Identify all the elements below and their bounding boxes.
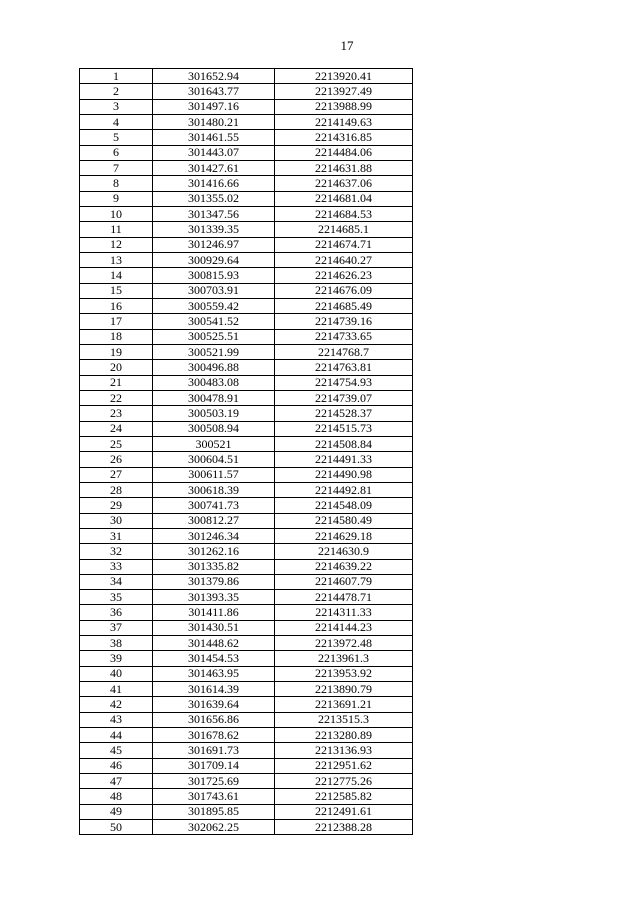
point-number-cell: 15 <box>80 283 153 298</box>
y-coordinate-cell: 2214639.22 <box>275 559 413 574</box>
x-coordinate-cell: 301614.39 <box>153 682 275 697</box>
y-coordinate-cell: 2212775.26 <box>275 774 413 789</box>
x-coordinate-cell: 301448.62 <box>153 636 275 651</box>
x-coordinate-cell: 301895.85 <box>153 804 275 819</box>
point-number-cell: 47 <box>80 774 153 789</box>
point-number-cell: 34 <box>80 574 153 589</box>
y-coordinate-cell: 2214754.93 <box>275 375 413 390</box>
point-number-cell: 16 <box>80 298 153 313</box>
point-number-cell: 6 <box>80 145 153 160</box>
x-coordinate-cell: 301497.16 <box>153 99 275 114</box>
table-row <box>80 682 413 697</box>
y-coordinate-cell: 2214580.49 <box>275 513 413 528</box>
coordinates-table-body <box>80 69 413 835</box>
x-coordinate-cell: 301246.97 <box>153 237 275 252</box>
point-number-cell: 8 <box>80 176 153 191</box>
y-coordinate-cell: 2214515.73 <box>275 421 413 436</box>
table-row <box>80 283 413 298</box>
point-number-cell: 3 <box>80 99 153 114</box>
table-row <box>80 268 413 283</box>
x-coordinate-cell: 300541.52 <box>153 314 275 329</box>
x-coordinate-cell: 300741.73 <box>153 498 275 513</box>
x-coordinate-cell: 301709.14 <box>153 758 275 773</box>
x-coordinate-cell: 300483.08 <box>153 375 275 390</box>
x-coordinate-cell: 300496.88 <box>153 360 275 375</box>
point-number-cell: 33 <box>80 559 153 574</box>
y-coordinate-cell: 2214763.81 <box>275 360 413 375</box>
table-row <box>80 467 413 482</box>
y-coordinate-cell: 2214630.9 <box>275 544 413 559</box>
point-number-cell: 13 <box>80 252 153 267</box>
table-row <box>80 482 413 497</box>
point-number-cell: 26 <box>80 452 153 467</box>
table-row <box>80 820 413 835</box>
table-row <box>80 559 413 574</box>
x-coordinate-cell: 301678.62 <box>153 728 275 743</box>
y-coordinate-cell: 2213890.79 <box>275 682 413 697</box>
x-coordinate-cell: 301430.51 <box>153 620 275 635</box>
table-row <box>80 222 413 237</box>
x-coordinate-cell: 301454.53 <box>153 651 275 666</box>
y-coordinate-cell: 2214681.04 <box>275 191 413 206</box>
point-number-cell: 11 <box>80 222 153 237</box>
y-coordinate-cell: 2214491.33 <box>275 452 413 467</box>
x-coordinate-cell: 301246.34 <box>153 528 275 543</box>
point-number-cell: 48 <box>80 789 153 804</box>
x-coordinate-cell: 301355.02 <box>153 191 275 206</box>
table-row <box>80 436 413 451</box>
table-row <box>80 651 413 666</box>
x-coordinate-cell: 301443.07 <box>153 145 275 160</box>
table-row <box>80 252 413 267</box>
y-coordinate-cell: 2214629.18 <box>275 528 413 543</box>
x-coordinate-cell: 302062.25 <box>153 820 275 835</box>
point-number-cell: 45 <box>80 743 153 758</box>
point-number-cell: 43 <box>80 712 153 727</box>
x-coordinate-cell: 301335.82 <box>153 559 275 574</box>
x-coordinate-cell: 301463.95 <box>153 666 275 681</box>
table-row <box>80 666 413 681</box>
x-coordinate-cell: 301691.73 <box>153 743 275 758</box>
y-coordinate-cell: 2212585.82 <box>275 789 413 804</box>
table-row <box>80 421 413 436</box>
point-number-cell: 42 <box>80 697 153 712</box>
table-row <box>80 452 413 467</box>
table-row <box>80 406 413 421</box>
x-coordinate-cell: 300812.27 <box>153 513 275 528</box>
table-row <box>80 160 413 175</box>
page-number: 17 <box>340 38 354 53</box>
x-coordinate-cell: 301427.61 <box>153 160 275 175</box>
y-coordinate-cell: 2214684.53 <box>275 206 413 221</box>
x-coordinate-cell: 300559.42 <box>153 298 275 313</box>
y-coordinate-cell: 2213961.3 <box>275 651 413 666</box>
point-number-cell: 41 <box>80 682 153 697</box>
x-coordinate-cell: 300508.94 <box>153 421 275 436</box>
table-row <box>80 528 413 543</box>
table-row <box>80 697 413 712</box>
x-coordinate-cell: 301411.86 <box>153 605 275 620</box>
table-row <box>80 314 413 329</box>
table-row <box>80 145 413 160</box>
x-coordinate-cell: 300478.91 <box>153 390 275 405</box>
y-coordinate-cell: 2212951.62 <box>275 758 413 773</box>
point-number-cell: 50 <box>80 820 153 835</box>
point-number-cell: 12 <box>80 237 153 252</box>
point-number-cell: 37 <box>80 620 153 635</box>
point-number-cell: 1 <box>80 69 153 84</box>
y-coordinate-cell: 2214149.63 <box>275 114 413 129</box>
y-coordinate-cell: 2213515.3 <box>275 712 413 727</box>
y-coordinate-cell: 2214316.85 <box>275 130 413 145</box>
y-coordinate-cell: 2214144.23 <box>275 620 413 635</box>
y-coordinate-cell: 2214548.09 <box>275 498 413 513</box>
table-row <box>80 191 413 206</box>
x-coordinate-cell: 300703.91 <box>153 283 275 298</box>
y-coordinate-cell: 2214484.06 <box>275 145 413 160</box>
point-number-cell: 10 <box>80 206 153 221</box>
table-row <box>80 176 413 191</box>
y-coordinate-cell: 2214768.7 <box>275 344 413 359</box>
y-coordinate-cell: 2214607.79 <box>275 574 413 589</box>
x-coordinate-cell: 300503.19 <box>153 406 275 421</box>
table-row <box>80 743 413 758</box>
x-coordinate-cell: 301639.64 <box>153 697 275 712</box>
point-number-cell: 38 <box>80 636 153 651</box>
point-number-cell: 30 <box>80 513 153 528</box>
table-row <box>80 360 413 375</box>
table-row <box>80 237 413 252</box>
table-row <box>80 574 413 589</box>
table-row <box>80 375 413 390</box>
table-row <box>80 69 413 84</box>
y-coordinate-cell: 2214637.06 <box>275 176 413 191</box>
x-coordinate-cell: 300611.57 <box>153 467 275 482</box>
y-coordinate-cell: 2214492.81 <box>275 482 413 497</box>
x-coordinate-cell: 301743.61 <box>153 789 275 804</box>
point-number-cell: 29 <box>80 498 153 513</box>
point-number-cell: 49 <box>80 804 153 819</box>
y-coordinate-cell: 2214676.09 <box>275 283 413 298</box>
y-coordinate-cell: 2213972.48 <box>275 636 413 651</box>
point-number-cell: 18 <box>80 329 153 344</box>
coordinates-table <box>79 68 413 835</box>
x-coordinate-cell: 301416.66 <box>153 176 275 191</box>
table-row <box>80 344 413 359</box>
table-row <box>80 130 413 145</box>
table-row <box>80 728 413 743</box>
table-row <box>80 620 413 635</box>
point-number-cell: 32 <box>80 544 153 559</box>
table-row <box>80 513 413 528</box>
y-coordinate-cell: 2214739.07 <box>275 390 413 405</box>
x-coordinate-cell: 300525.51 <box>153 329 275 344</box>
y-coordinate-cell: 2214631.88 <box>275 160 413 175</box>
x-coordinate-cell: 300815.93 <box>153 268 275 283</box>
y-coordinate-cell: 2213920.41 <box>275 69 413 84</box>
point-number-cell: 36 <box>80 605 153 620</box>
point-number-cell: 20 <box>80 360 153 375</box>
table-row <box>80 84 413 99</box>
point-number-cell: 46 <box>80 758 153 773</box>
x-coordinate-cell: 301347.56 <box>153 206 275 221</box>
x-coordinate-cell: 300929.64 <box>153 252 275 267</box>
x-coordinate-cell: 301656.86 <box>153 712 275 727</box>
y-coordinate-cell: 2213280.89 <box>275 728 413 743</box>
table-row <box>80 758 413 773</box>
table-row <box>80 390 413 405</box>
x-coordinate-cell: 301262.16 <box>153 544 275 559</box>
point-number-cell: 35 <box>80 590 153 605</box>
point-number-cell: 28 <box>80 482 153 497</box>
point-number-cell: 17 <box>80 314 153 329</box>
y-coordinate-cell: 2214640.27 <box>275 252 413 267</box>
point-number-cell: 44 <box>80 728 153 743</box>
y-coordinate-cell: 2214528.37 <box>275 406 413 421</box>
y-coordinate-cell: 2213691.21 <box>275 697 413 712</box>
table-row <box>80 789 413 804</box>
x-coordinate-cell: 300618.39 <box>153 482 275 497</box>
x-coordinate-cell: 301643.77 <box>153 84 275 99</box>
x-coordinate-cell: 301461.55 <box>153 130 275 145</box>
point-number-cell: 5 <box>80 130 153 145</box>
y-coordinate-cell: 2214685.1 <box>275 222 413 237</box>
table-row <box>80 206 413 221</box>
point-number-cell: 25 <box>80 436 153 451</box>
y-coordinate-cell: 2213136.93 <box>275 743 413 758</box>
x-coordinate-cell: 300521.99 <box>153 344 275 359</box>
y-coordinate-cell: 2214478.71 <box>275 590 413 605</box>
y-coordinate-cell: 2214685.49 <box>275 298 413 313</box>
point-number-cell: 14 <box>80 268 153 283</box>
point-number-cell: 4 <box>80 114 153 129</box>
x-coordinate-cell: 300521 <box>153 436 275 451</box>
point-number-cell: 19 <box>80 344 153 359</box>
table-row <box>80 605 413 620</box>
x-coordinate-cell: 301480.21 <box>153 114 275 129</box>
point-number-cell: 31 <box>80 528 153 543</box>
y-coordinate-cell: 2212491.61 <box>275 804 413 819</box>
point-number-cell: 23 <box>80 406 153 421</box>
y-coordinate-cell: 2214674.71 <box>275 237 413 252</box>
point-number-cell: 39 <box>80 651 153 666</box>
y-coordinate-cell: 2212388.28 <box>275 820 413 835</box>
y-coordinate-cell: 2214626.23 <box>275 268 413 283</box>
point-number-cell: 22 <box>80 390 153 405</box>
table-row <box>80 804 413 819</box>
table-row <box>80 712 413 727</box>
table-row <box>80 590 413 605</box>
x-coordinate-cell: 301379.86 <box>153 574 275 589</box>
y-coordinate-cell: 2214733.65 <box>275 329 413 344</box>
x-coordinate-cell: 301393.35 <box>153 590 275 605</box>
table-row <box>80 99 413 114</box>
x-coordinate-cell: 301652.94 <box>153 69 275 84</box>
y-coordinate-cell: 2213927.49 <box>275 84 413 99</box>
table-row <box>80 544 413 559</box>
point-number-cell: 21 <box>80 375 153 390</box>
y-coordinate-cell: 2214739.16 <box>275 314 413 329</box>
table-row <box>80 498 413 513</box>
table-row <box>80 329 413 344</box>
y-coordinate-cell: 2214490.98 <box>275 467 413 482</box>
point-number-cell: 40 <box>80 666 153 681</box>
y-coordinate-cell: 2214508.84 <box>275 436 413 451</box>
table-row <box>80 114 413 129</box>
point-number-cell: 7 <box>80 160 153 175</box>
table-row <box>80 636 413 651</box>
table-row <box>80 774 413 789</box>
x-coordinate-cell: 301725.69 <box>153 774 275 789</box>
y-coordinate-cell: 2213988.99 <box>275 99 413 114</box>
point-number-cell: 2 <box>80 84 153 99</box>
y-coordinate-cell: 2213953.92 <box>275 666 413 681</box>
x-coordinate-cell: 301339.35 <box>153 222 275 237</box>
point-number-cell: 27 <box>80 467 153 482</box>
point-number-cell: 24 <box>80 421 153 436</box>
table-row <box>80 298 413 313</box>
x-coordinate-cell: 300604.51 <box>153 452 275 467</box>
point-number-cell: 9 <box>80 191 153 206</box>
y-coordinate-cell: 2214311.33 <box>275 605 413 620</box>
